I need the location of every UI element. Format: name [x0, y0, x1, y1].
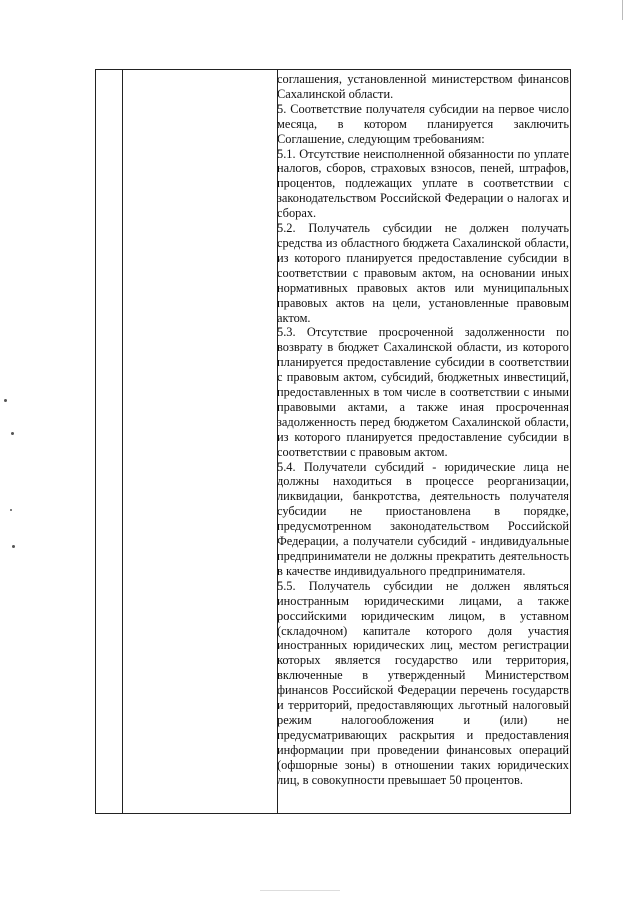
scan-speck: [10, 509, 12, 511]
paragraph-requirement-5-4: 5.4. Получатели субсидий - юридические лица не должны находиться в процессе реорганизации, ликвидации, банкротства, деятельность получателя субсидии не приостановлена в порядке, предусмотренном законодательством Российской Федерации, а получатели субсидий - индивидуальные предприниматели не должны прекратить деятельность в качестве индивидуального предпринимателя.: [277, 459, 569, 578]
column-divider-1: [122, 70, 123, 813]
paragraph-requirement-5-5: 5.5. Получатель субсидии не должен являться иностранным юридическими лицами, а также российскими юридическим лицом, в уставном (складочном) капитале которого доля участия иностранных юридических лиц, местом регистрации которых является государство или территория, включенные в утвержденный Министерством финансов Российской Федерации перечень государств и территорий, предоставляющих льготный налоговый режим налогообложения и (или) не предусматривающих раскрытия и предоставления информации при проведении финансовых операций (офшорные зоны) в отношении таких юридических лиц, в совокупности превышает 50 процентов.: [277, 578, 569, 787]
paragraph-requirement-5: 5. Соответствие получателя субсидии на первое число месяца, в котором планируется заключить Соглашение, следующим требованиям:: [277, 101, 569, 146]
scan-speck: [11, 432, 14, 435]
scan-speck: [12, 545, 15, 548]
paragraph-requirement-5-3: 5.3. Отсутствие просроченной задолженности по возврату в бюджет Сахалинской области, из которого планируется предоставление субсидии в соответствии с правовым актом, субсидий, бюджетных инвестиций, предоставленных в том числе в соответствии с иными правовыми актами, а также иная просроченная задолженность перед бюджетом Сахалинской области, из которого планируется предоставление субсидии в соответствии с правовым актом.: [277, 325, 569, 459]
requirements-cell-text: [277, 72, 569, 788]
scan-speck: [4, 399, 7, 402]
paragraph-requirement-5-1: 5.1. Отсутствие неисполненной обязанности по уплате налогов, сборов, страховых взносов, пеней, штрафов, процентов, подлежащих уплате в соответствии с законодательством Российской Федерации о налогах и сборах.: [277, 146, 569, 221]
scan-edge-mark: [622, 0, 623, 20]
paragraph-requirement-5-2: 5.2. Получатель субсидии не должен получать средства из областного бюджета Сахалинской области, из которого планируется предоставление субсидии в соответствии с правовым актом, на основании иных нормативных правовых актов или муниципальных правовых актов на цели, установленные правовым актом.: [277, 221, 569, 325]
paragraph-agreement-form: соглашения, установленной министерством финансов Сахалинской области.: [277, 72, 569, 101]
scan-edge-mark: [260, 890, 340, 891]
